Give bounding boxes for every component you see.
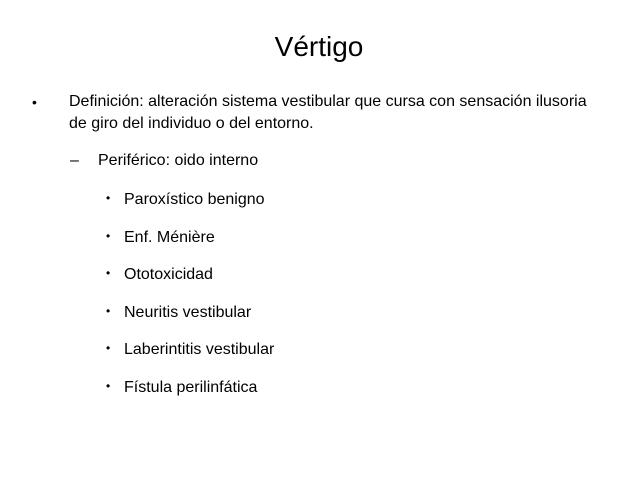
list-item-text: Enf. Ménière — [124, 228, 215, 246]
list-item-text: Laberintitis vestibular — [124, 341, 275, 358]
list-item-text: Fístula perilinfática — [124, 378, 258, 396]
bullet-marker: • — [106, 303, 111, 318]
dash-marker: – — [70, 152, 79, 169]
list-item-text: Neuritis vestibular — [124, 303, 252, 321]
bullet-marker: • — [106, 228, 111, 243]
bullet-marker: • — [106, 266, 111, 280]
bullet-marker: • — [106, 378, 111, 393]
slide-title: Vértigo — [274, 31, 364, 62]
bullet-marker: • — [106, 341, 111, 355]
list-item-text: Ototoxicidad — [124, 266, 213, 283]
definition-text: Definición: alteración sistema vestibular que cursa con sensación ilusoria de giro del individuo o del entorno. — [69, 93, 587, 132]
peripheral-label: Periférico: oido interno — [98, 152, 259, 169]
bullet-marker: • — [106, 191, 111, 205]
bullet-marker: • — [32, 94, 37, 110]
list-item-text: Paroxístico benigno — [124, 191, 265, 208]
